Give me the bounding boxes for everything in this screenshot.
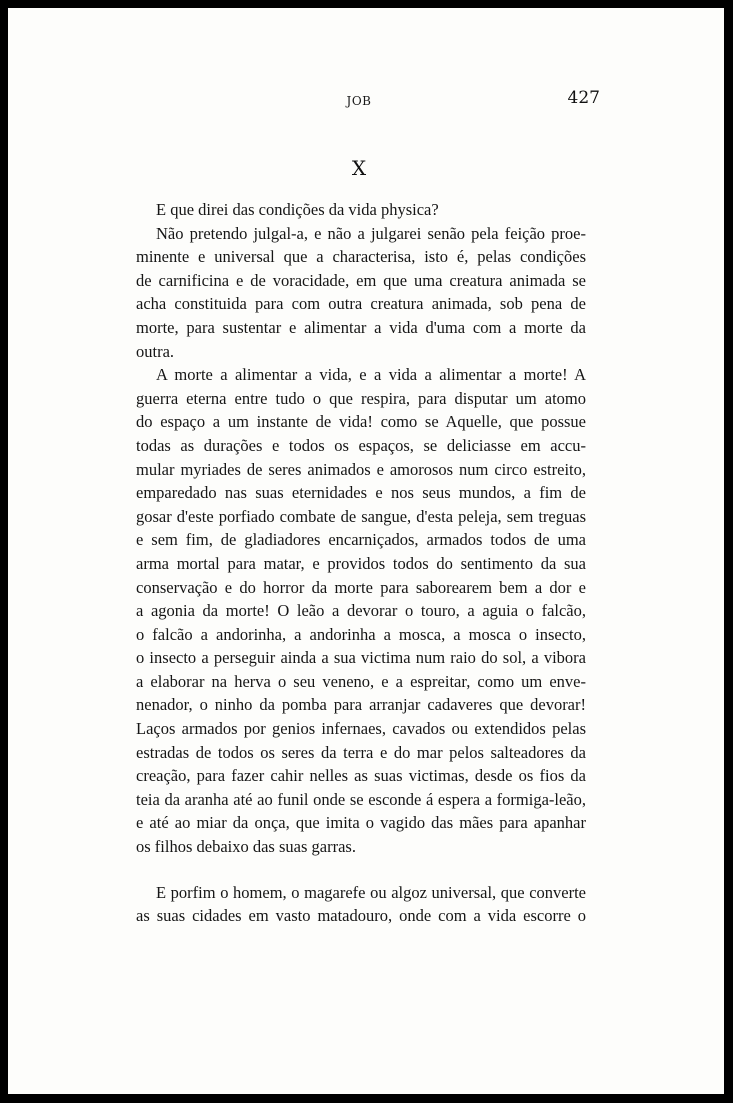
text-line: outra.: [136, 341, 175, 361]
page-number: 427: [567, 88, 600, 108]
text-line: mular myriades de seres animados e amorosos num circo estreito,: [136, 459, 586, 479]
text-line: acha constituida para com outra creatura animada, sob pena de: [136, 294, 586, 314]
text-line: do espaço a um instante de vida! como se Aquelle, que possue: [136, 412, 586, 432]
text-line: o insecto a perseguir ainda a sua victima num raio do sol, a vibora: [136, 648, 586, 668]
text-line: A morte a alimentar a vida, e a vida a alimentar a morte! A: [156, 365, 586, 385]
text-line: gosar d'este porfiado combate de sangue, d'esta peleja, sem treguas: [136, 506, 586, 526]
paragraph: [116, 222, 586, 364]
text-line: conservação e do horror da morte para saborearem bem a dor e: [136, 577, 586, 597]
text-line: morte, para sustentar e alimentar a vida d'uma com a morte da: [136, 317, 586, 337]
text-line: e sem fim, de gladiadores encarniçados, armados todos de uma: [136, 530, 586, 550]
text-line: guerra eterna entre tudo o que respira, para disputar um atomo: [136, 388, 586, 408]
text-line: arma mortal para matar, e providos todos do sentimento da sua: [136, 553, 586, 573]
text-line: emparedado nas suas eternidades e nos seus mundos, a fim de: [136, 483, 586, 503]
paragraph: [116, 363, 586, 858]
text-line: creação, para fazer cahir nelles as suas victimas, desde os fios da: [136, 766, 586, 786]
text-line: a elaborar na herva o seu veneno, e a espreitar, como um enve-: [136, 671, 586, 691]
text-line: nenador, o ninho da pomba para arranjar cadaveres que devorar!: [136, 695, 586, 715]
text-line: minente e universal que a characterisa, isto é, pelas condições: [136, 247, 586, 267]
text-line: Laços armados por genios infernaes, cavados ou extendidos pelas: [136, 719, 586, 739]
running-head: [118, 88, 600, 114]
text-line: de carnificina e de voracidade, em que uma creatura animada se: [136, 270, 586, 290]
book-page: [8, 8, 724, 1094]
text-line: estradas de todos os seres da terra e do mar pelos salteadores da: [136, 742, 586, 762]
paragraph: [116, 881, 586, 928]
text-line: as suas cidades em vasto matadouro, onde com a vida escorre o: [136, 906, 586, 926]
text-line: os filhos debaixo das suas garras.: [136, 837, 356, 857]
text-line: a agonia da morte! O leão a devorar o touro, a aguia o falcão,: [136, 601, 586, 621]
text-line: e até ao miar da onça, que imita o vagido das mães para apanhar: [136, 813, 586, 833]
chapter-number: X: [351, 156, 367, 180]
text-line: Não pretendo julgal-a, e não a julgarei senão pela feição proe-: [156, 223, 586, 243]
text-line: todas as durações e todos os espaços, se deliciasse em accu-: [136, 435, 586, 455]
body-text: [116, 198, 586, 928]
text-line: o falcão a andorinha, a andorinha a mosca, a mosca o insecto,: [136, 624, 586, 644]
paragraph: [116, 198, 586, 222]
running-title: JOB: [346, 94, 372, 108]
text-line: teia da aranha até ao funil onde se esconde á espera a formiga-leão,: [136, 789, 586, 809]
text-line: E porfim o homem, o magarefe ou algoz universal, que converte: [156, 882, 586, 902]
text-line: E que direi das condições da vida physica?: [156, 200, 439, 219]
